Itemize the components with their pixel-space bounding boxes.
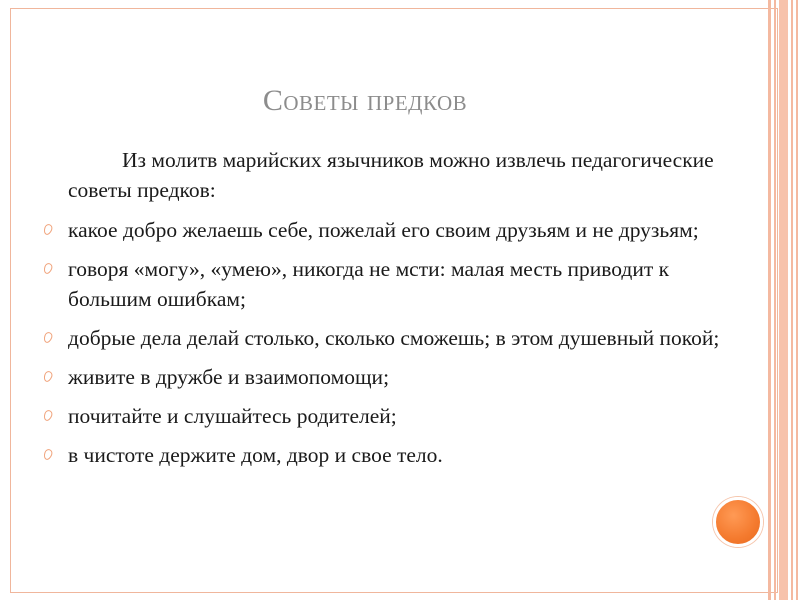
list-item — [42, 401, 722, 431]
list-item — [42, 440, 722, 470]
slide-body — [42, 145, 722, 479]
list-item-text: какое добро желаешь себе, пожелай его своим друзьям и не друзьям; — [68, 218, 699, 242]
leaf-bullet-icon — [42, 262, 53, 275]
list-item-text: живите в дружбе и взаимопомощи; — [68, 365, 390, 389]
decorative-stripe — [774, 0, 776, 600]
list-item — [42, 254, 722, 314]
list-item-text: добрые дела делай столько, сколько сможешь; в этом душевный покой; — [68, 326, 720, 350]
orange-circle-icon — [713, 497, 763, 547]
leaf-bullet-icon — [42, 448, 53, 461]
leaf-bullet-icon — [42, 331, 53, 344]
decorative-stripe — [768, 0, 771, 600]
intro-text: Из молитв марийских язычников можно извлечь педагогические советы предков: — [68, 148, 714, 202]
list-item — [42, 323, 722, 353]
list-item-text: в чистоте держите дом, двор и свое тело. — [68, 443, 443, 467]
slide-title: Советы предков — [262, 84, 468, 117]
leaf-bullet-icon — [42, 223, 53, 236]
list-item-text: почитайте и слушайтесь родителей; — [68, 404, 397, 428]
leaf-bullet-icon — [42, 409, 53, 422]
list-item — [42, 215, 722, 245]
decorative-stripe — [791, 0, 793, 600]
leaf-bullet-icon — [42, 370, 53, 383]
list-item — [42, 362, 722, 392]
list-item-text: говоря «могу», «умею», никогда не мсти: малая месть приводит к большим ошибкам; — [68, 257, 670, 311]
decorative-stripe — [796, 0, 798, 600]
decorative-stripe — [779, 0, 788, 600]
